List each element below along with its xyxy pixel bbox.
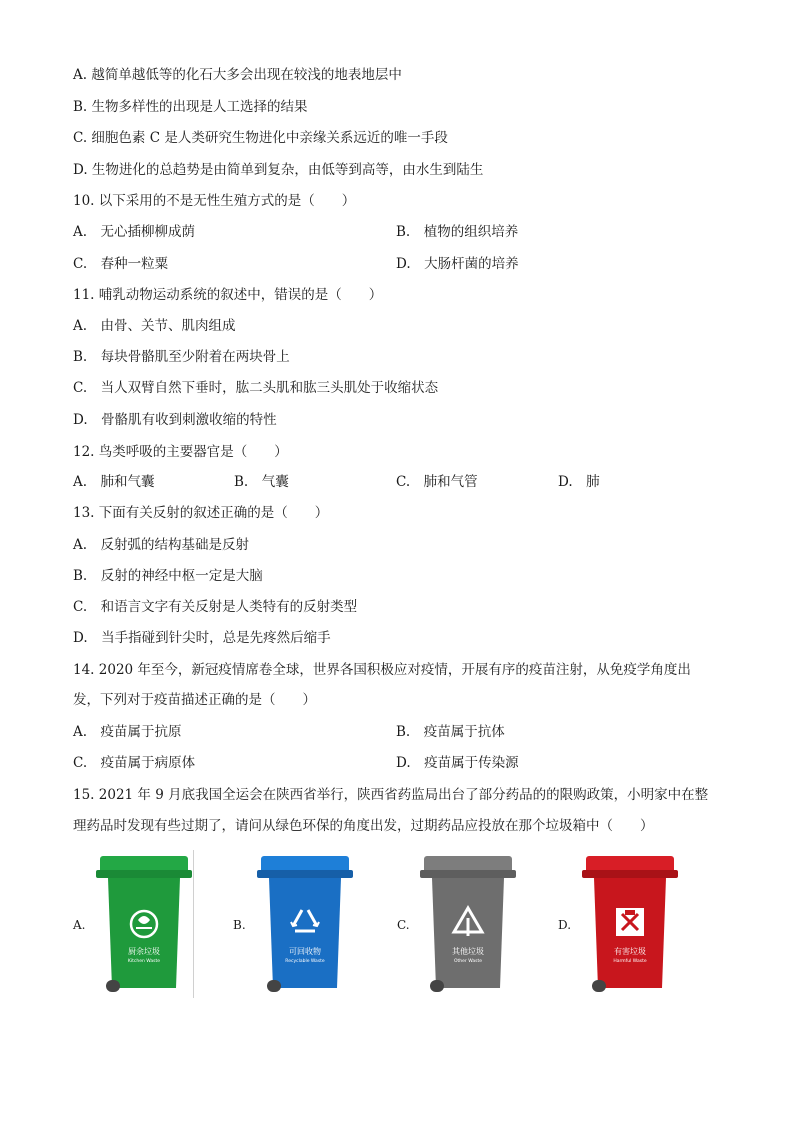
q11-option-b: B. 每块骨骼肌至少附着在两块骨上 xyxy=(73,349,290,365)
q13-option-a: A. 反射弧的结构基础是反射 xyxy=(73,537,250,553)
q10-option-a: A. 无心插柳柳成荫 xyxy=(73,224,196,240)
q15-option-a-letter: A. xyxy=(73,918,86,932)
q9-option-d: D. 生物进化的总趋势是由简单到复杂，由低等到高等，由水生到陆生 xyxy=(73,162,484,178)
q15-stem-line2: 理药品时发现有些过期了，请问从绿色环保的角度出发，过期药品应投放在那个垃圾箱中（ ） xyxy=(73,818,654,834)
q14-option-d: D. 疫苗属于传染源 xyxy=(396,755,519,771)
other-waste-bin xyxy=(418,852,518,997)
harmful-waste-icon xyxy=(616,908,644,936)
q14-option-a: A. 疫苗属于抗原 xyxy=(73,724,182,740)
q14-stem-line1: 14. 2020 年至今，新冠疫情席卷全球，世界各国积极应对疫情，开展有序的疫苗注射，从免疫学角度出 xyxy=(73,662,691,678)
q13-option-d: D. 当手指碰到针尖时，总是先疼然后缩手 xyxy=(73,630,331,646)
q14-option-c: C. 疫苗属于病原体 xyxy=(73,755,196,771)
q10-option-b: B. 植物的组织培养 xyxy=(396,224,519,240)
harmful-waste-label: 有害垃圾 xyxy=(614,947,646,956)
q11-stem: 11. 哺乳动物运动系统的叙述中，错误的是（ ） xyxy=(73,287,383,303)
q10-option-c: C. 春种一粒粟 xyxy=(73,256,169,272)
q14-stem-line2: 发，下列对于疫苗描述正确的是（ ） xyxy=(73,692,316,708)
q13-stem: 13. 下面有关反射的叙述正确的是（ ） xyxy=(73,505,329,521)
harmful-waste-bin xyxy=(580,852,680,997)
other-waste-label-en: Other Waste xyxy=(453,959,483,964)
other-waste-label: 其他垃圾 xyxy=(452,947,484,956)
q11-option-d: D. 骨骼肌有收到刺激收缩的特性 xyxy=(73,412,277,428)
recyclable-waste-bin xyxy=(255,852,355,997)
q10-stem: 10. 以下采用的不是无性生殖方式的是（ ） xyxy=(73,193,356,209)
q15-option-d-letter: D. xyxy=(558,918,572,932)
q12-stem: 12. 鸟类呼吸的主要器官是（ ） xyxy=(73,444,288,460)
q11-option-c: C. 当人双臂自然下垂时，肱二头肌和肱三头肌处于收缩状态 xyxy=(73,380,439,396)
q12-option-b: B. 气囊 xyxy=(234,474,289,490)
q15-option-b-letter: B. xyxy=(233,918,246,932)
q15-stem-line1: 15. 2021 年 9 月底我国全运会在陕西省举行，陕西省药监局出台了部分药品的的限购政策，小明家中在整 xyxy=(73,787,709,803)
q12-option-c: C. 肺和气管 xyxy=(396,474,478,490)
q12-option-d: D. 肺 xyxy=(558,474,600,490)
q9-option-b: B. 生物多样性的出现是人工选择的结果 xyxy=(73,99,308,115)
kitchen-waste-bin xyxy=(94,852,194,997)
q9-option-c: C. 细胞色素 C 是人类研究生物进化中亲缘关系远近的唯一手段 xyxy=(73,130,448,146)
q13-option-c: C. 和语言文字有关反射是人类特有的反射类型 xyxy=(73,599,358,615)
q10-option-d: D. 大肠杆菌的培养 xyxy=(396,256,519,272)
recyclable-waste-label: 可回收物 xyxy=(289,947,321,956)
kitchen-waste-label-en: Kitchen Waste xyxy=(127,959,161,964)
q13-option-b: B. 反射的神经中枢一定是大脑 xyxy=(73,568,263,584)
kitchen-waste-label: 厨余垃圾 xyxy=(128,947,160,956)
recyclable-waste-label-en: Recyclable Waste xyxy=(285,959,325,964)
q11-option-a: A. 由骨、关节、肌肉组成 xyxy=(73,318,236,334)
q15-option-c-letter: C. xyxy=(397,918,410,932)
q14-option-b: B. 疫苗属于抗体 xyxy=(396,724,505,740)
q12-option-a: A. 肺和气囊 xyxy=(73,474,155,490)
harmful-waste-label-en: Harmful Waste xyxy=(613,959,647,964)
q9-option-a: A. 越简单越低等的化石大多会出现在较浅的地表地层中 xyxy=(73,67,402,83)
